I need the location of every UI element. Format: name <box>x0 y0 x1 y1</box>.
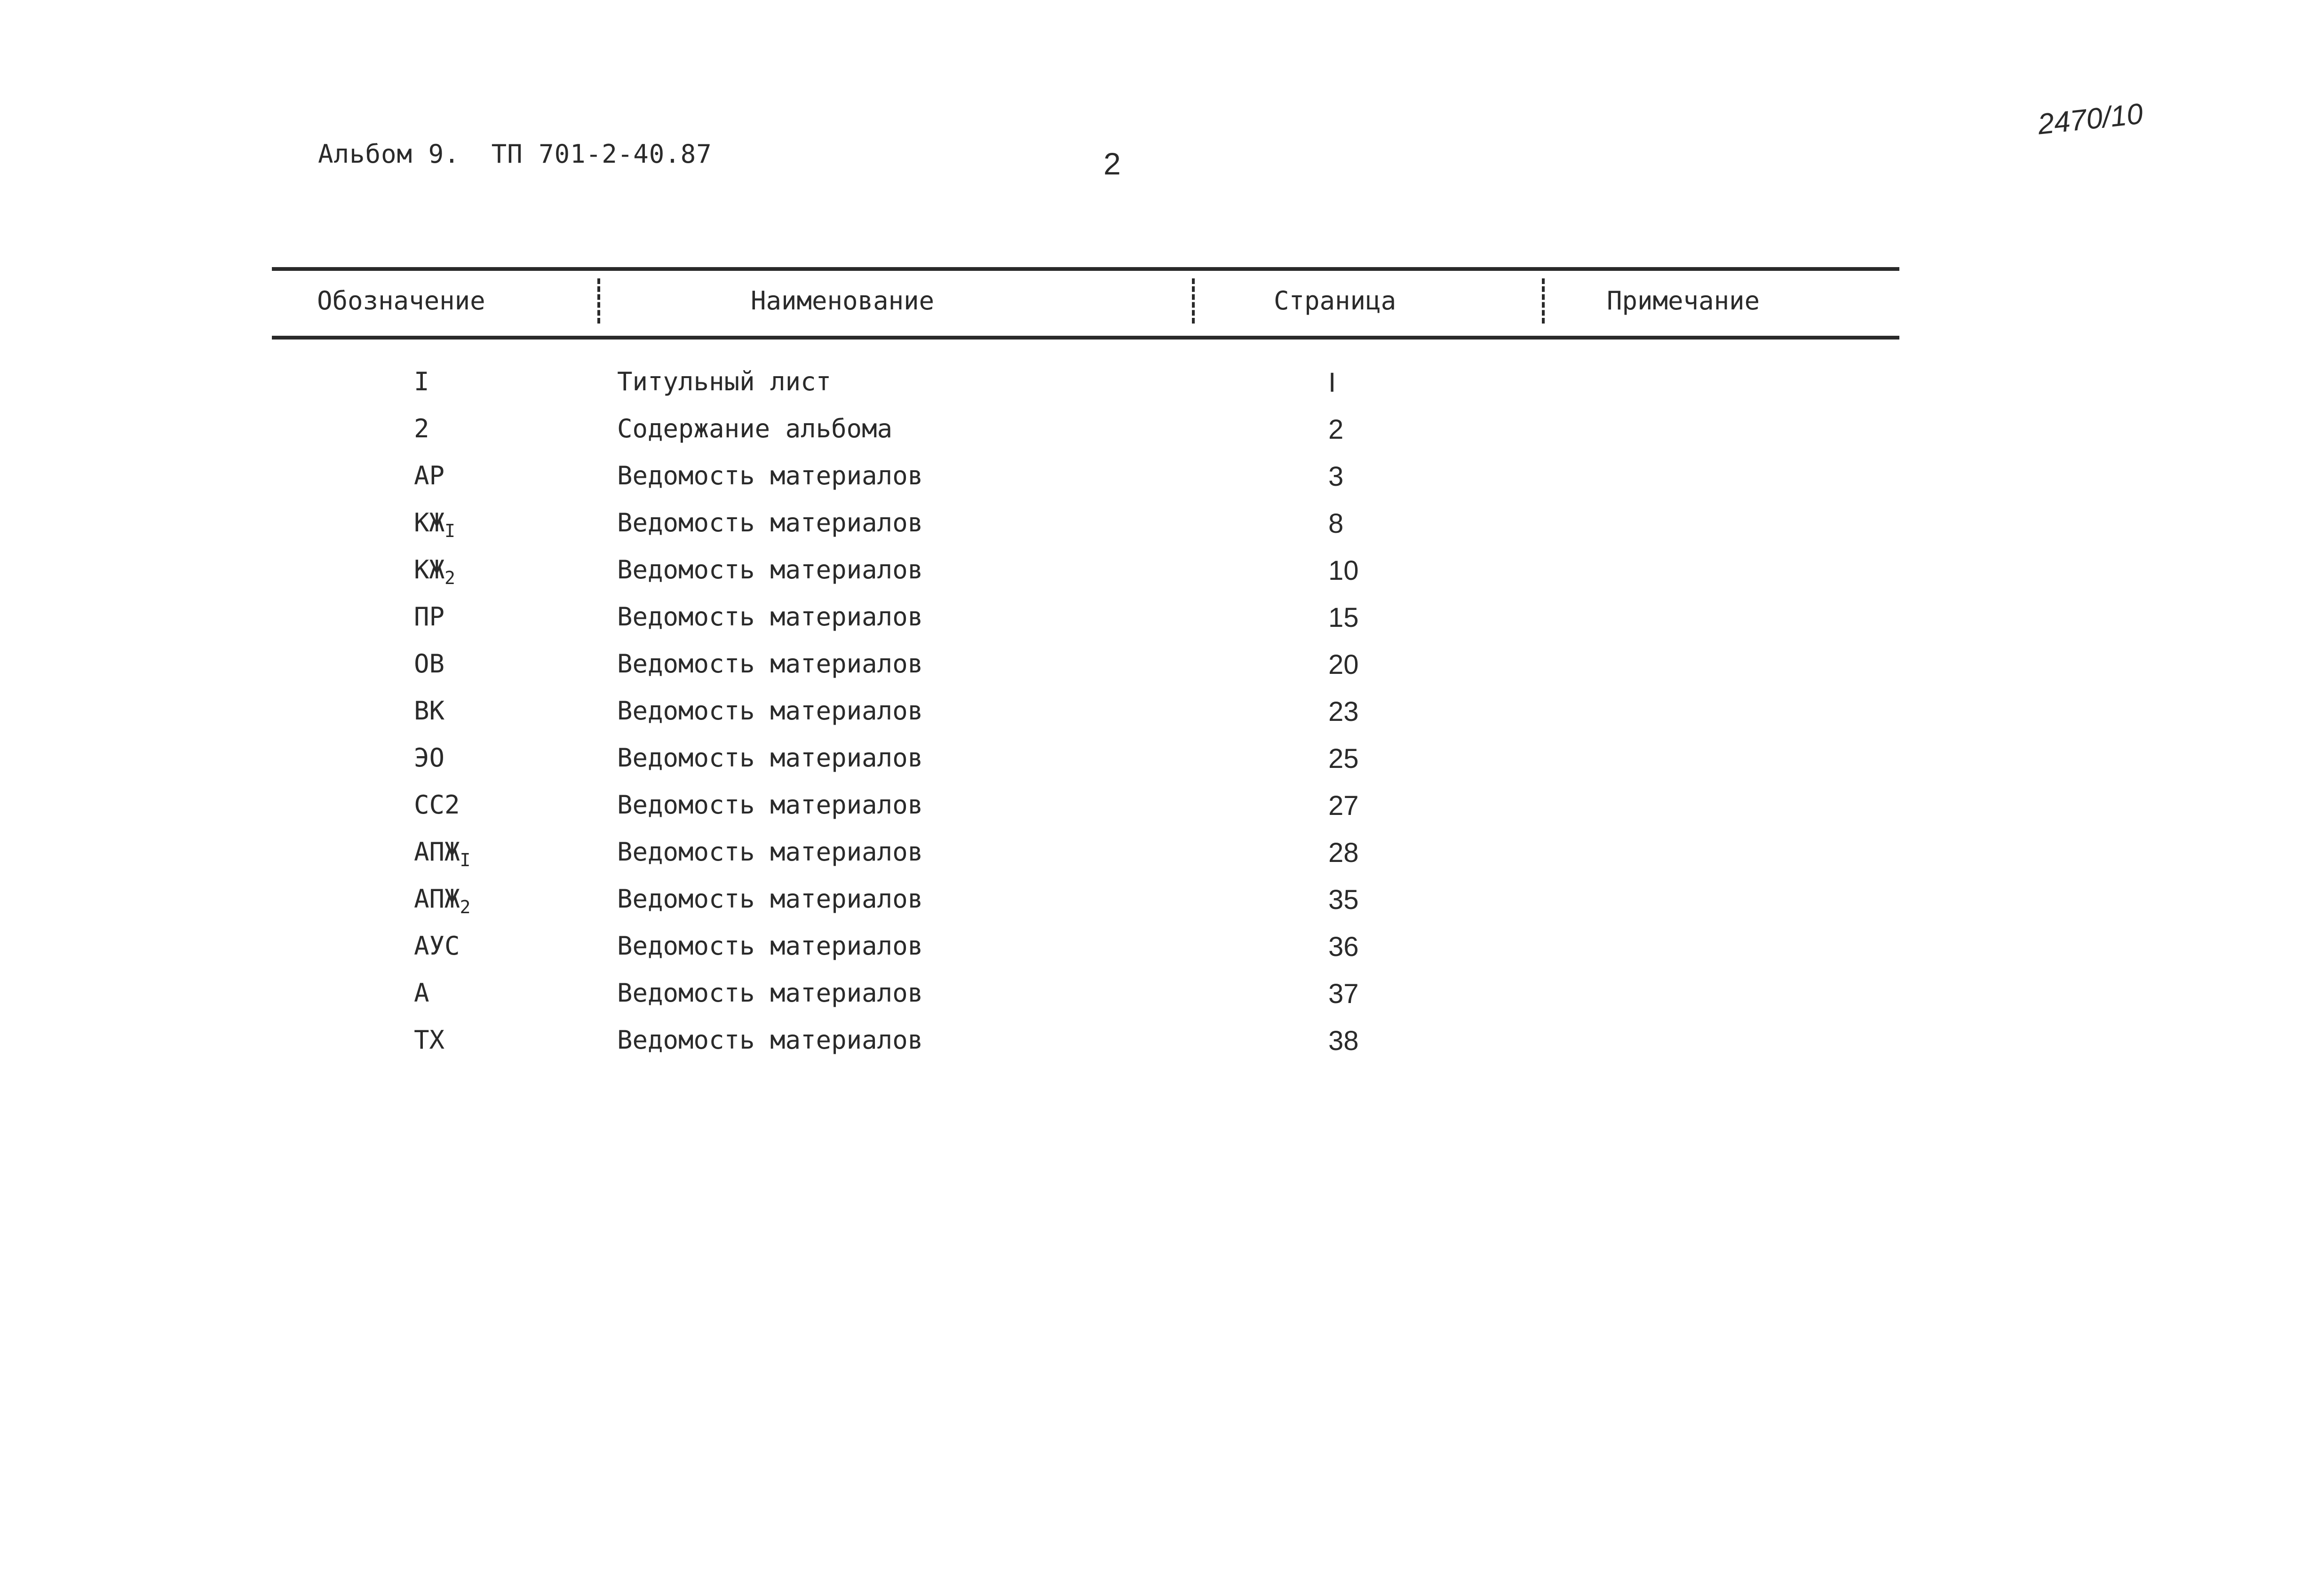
row-code: ПР <box>414 602 445 632</box>
row-name: Ведомость материалов <box>617 1025 923 1055</box>
table-top-rule <box>272 267 1899 271</box>
row-page: 28 <box>1328 838 1359 868</box>
row-page: 10 <box>1328 555 1359 586</box>
row-code: $КЖ_2$ <box>414 555 455 588</box>
row-code: ЭО <box>414 743 445 773</box>
column-header-name: Наименование <box>751 286 935 316</box>
row-page: 23 <box>1328 696 1359 727</box>
column-separator <box>1192 278 1198 324</box>
row-name: Ведомость материалов <box>617 602 923 632</box>
album-title: Альбом 9. ТП 701-2-40.87 <box>318 139 712 169</box>
row-name: Ведомость материалов <box>617 837 923 867</box>
row-page: 37 <box>1328 979 1359 1009</box>
row-name: Ведомость материалов <box>617 461 923 490</box>
row-page: 2 <box>1328 414 1344 445</box>
row-code: I <box>414 367 429 396</box>
column-separator <box>597 278 603 324</box>
table-row <box>0 884 2302 931</box>
row-code: 2 <box>414 414 429 443</box>
row-name: Ведомость материалов <box>617 743 923 773</box>
table-row <box>0 555 2302 602</box>
column-header-page: Страница <box>1274 286 1397 316</box>
row-name: Ведомость материалов <box>617 884 923 914</box>
row-name: Ведомость материалов <box>617 508 923 537</box>
table-row <box>0 790 2302 837</box>
row-page: 15 <box>1328 602 1359 633</box>
table-row <box>0 837 2302 884</box>
row-name: Ведомость материалов <box>617 555 923 585</box>
row-page: 20 <box>1328 649 1359 680</box>
row-code: А <box>414 978 429 1008</box>
table-row <box>0 602 2302 649</box>
row-code: СС2 <box>414 790 460 820</box>
row-page: 3 <box>1328 461 1344 492</box>
row-name: Содержание альбома <box>617 414 893 443</box>
table-header-rule <box>272 336 1899 340</box>
row-name: Ведомость материалов <box>617 978 923 1008</box>
row-code: ВК <box>414 696 445 726</box>
row-name: Титульный лист <box>617 367 832 396</box>
row-name: Ведомость материалов <box>617 696 923 726</box>
table-row <box>0 367 2302 414</box>
row-name: Ведомость материалов <box>617 790 923 820</box>
table-row <box>0 743 2302 790</box>
row-page: I <box>1328 367 1336 398</box>
row-code: $АПЖ_2$ <box>414 884 471 917</box>
row-page: 25 <box>1328 743 1359 774</box>
row-page: 38 <box>1328 1026 1359 1056</box>
table-row <box>0 649 2302 696</box>
row-code: ТХ <box>414 1025 445 1055</box>
page-number: 2 <box>1103 146 1121 181</box>
table-row <box>0 696 2302 743</box>
row-code: ОВ <box>414 649 445 679</box>
row-page: 36 <box>1328 932 1359 962</box>
row-code: $АПЖ_I$ <box>414 837 471 870</box>
table-row <box>0 978 2302 1025</box>
row-page: 8 <box>1328 508 1344 539</box>
table-row <box>0 461 2302 508</box>
row-page: 27 <box>1328 790 1359 821</box>
column-separator <box>1542 278 1548 324</box>
column-header-note: Примечание <box>1607 286 1760 316</box>
archive-number: 2470/10 <box>2036 97 2145 141</box>
row-name: Ведомость материалов <box>617 649 923 679</box>
row-name: Ведомость материалов <box>617 931 923 961</box>
row-code: АР <box>414 461 445 490</box>
row-code: $КЖ_I$ <box>414 508 455 541</box>
table-row <box>0 414 2302 461</box>
row-code: АУС <box>414 931 460 961</box>
column-header-designation: Обозначение <box>317 286 485 316</box>
row-page: 35 <box>1328 885 1359 915</box>
table-row <box>0 931 2302 978</box>
table-row <box>0 1025 2302 1072</box>
table-row <box>0 508 2302 555</box>
